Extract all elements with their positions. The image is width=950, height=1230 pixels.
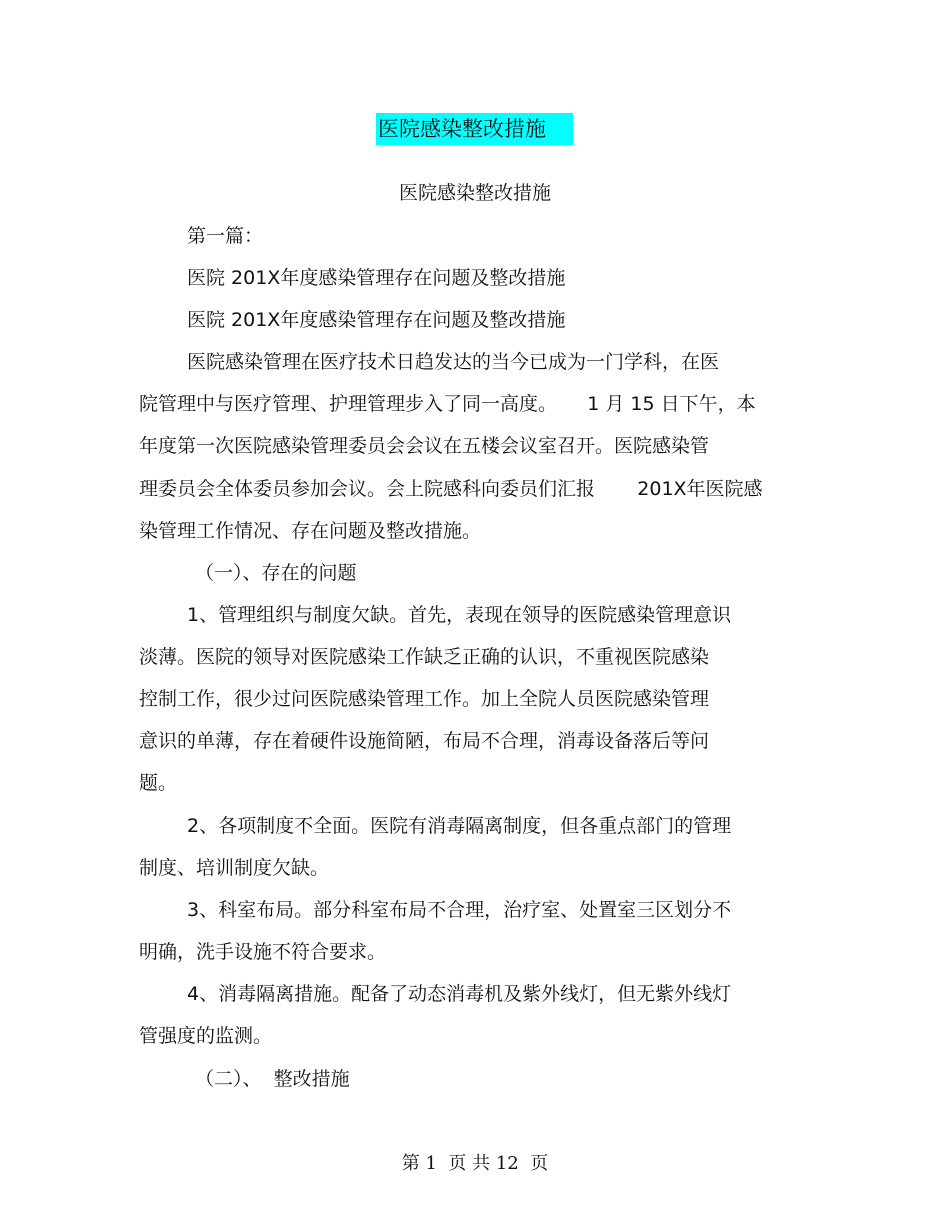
paragraph-line: 明确，洗手设施不符合要求。 <box>139 941 387 963</box>
section-heading: 第一篇： <box>187 225 264 247</box>
paragraph-line: 2、各项制度不全面。医院有消毒隔离制度，但各重点部门的管理 <box>187 815 732 837</box>
paragraph-line: 3、科室布局。部分科室布局不合理，治疗室、处置室三区划分不 <box>187 899 732 921</box>
page-footer: 第 1 页 共 12 页 <box>401 1153 549 1174</box>
paragraph-line: 管强度的监测。 <box>139 1025 273 1047</box>
document-title: 医院感染整改措施 <box>376 113 573 145</box>
paragraph-line: 淡薄。医院的领导对医院感染工作缺乏正确的认识，不重视医院感染 <box>139 646 710 668</box>
paragraph-line: 1、管理组织与制度欠缺。首先，表现在领导的医院感染管理意识 <box>187 604 732 626</box>
paragraph-line: 理委员会全体委员参加会议。会上院感科向委员们汇报 201X年医院感 <box>139 478 763 500</box>
paragraph-line: 年度第一次医院感染管理委员会会议在五楼会议室召开。医院感染管 <box>139 435 710 457</box>
paragraph-line: 染管理工作情况、存在问题及整改措施。 <box>139 520 482 542</box>
paragraph-line: 意识的单薄，存在着硬件设施简陋，布局不合理，消毒设备落后等问 <box>139 730 710 752</box>
subsection-heading: （一）、存在的问题 <box>195 562 357 584</box>
paragraph-line: 院管理中与医疗管理、护理管理步入了同一高度。 1 月 15 日下午，本 <box>139 393 756 415</box>
document-subtitle: 医院感染整改措施 <box>398 182 551 204</box>
paragraph-line: 医院感染管理在医疗技术日趋发达的当今已成为一门学科，在医 <box>187 351 720 373</box>
chapter-title: 医院 201X年度感染管理存在问题及整改措施 <box>187 309 566 331</box>
paragraph-line: 制度、培训制度欠缺。 <box>139 857 330 879</box>
paragraph-line: 4、消毒隔离措施。配备了动态消毒机及紫外线灯，但无紫外线灯 <box>187 983 732 1005</box>
paragraph-line: 控制工作，很少过问医院感染管理工作。加上全院人员医院感染管理 <box>139 688 710 710</box>
chapter-title: 医院 201X年度感染管理存在问题及整改措施 <box>187 267 566 289</box>
paragraph-line: 题。 <box>139 772 178 794</box>
subsection-heading: （二）、 整改措施 <box>195 1068 350 1090</box>
